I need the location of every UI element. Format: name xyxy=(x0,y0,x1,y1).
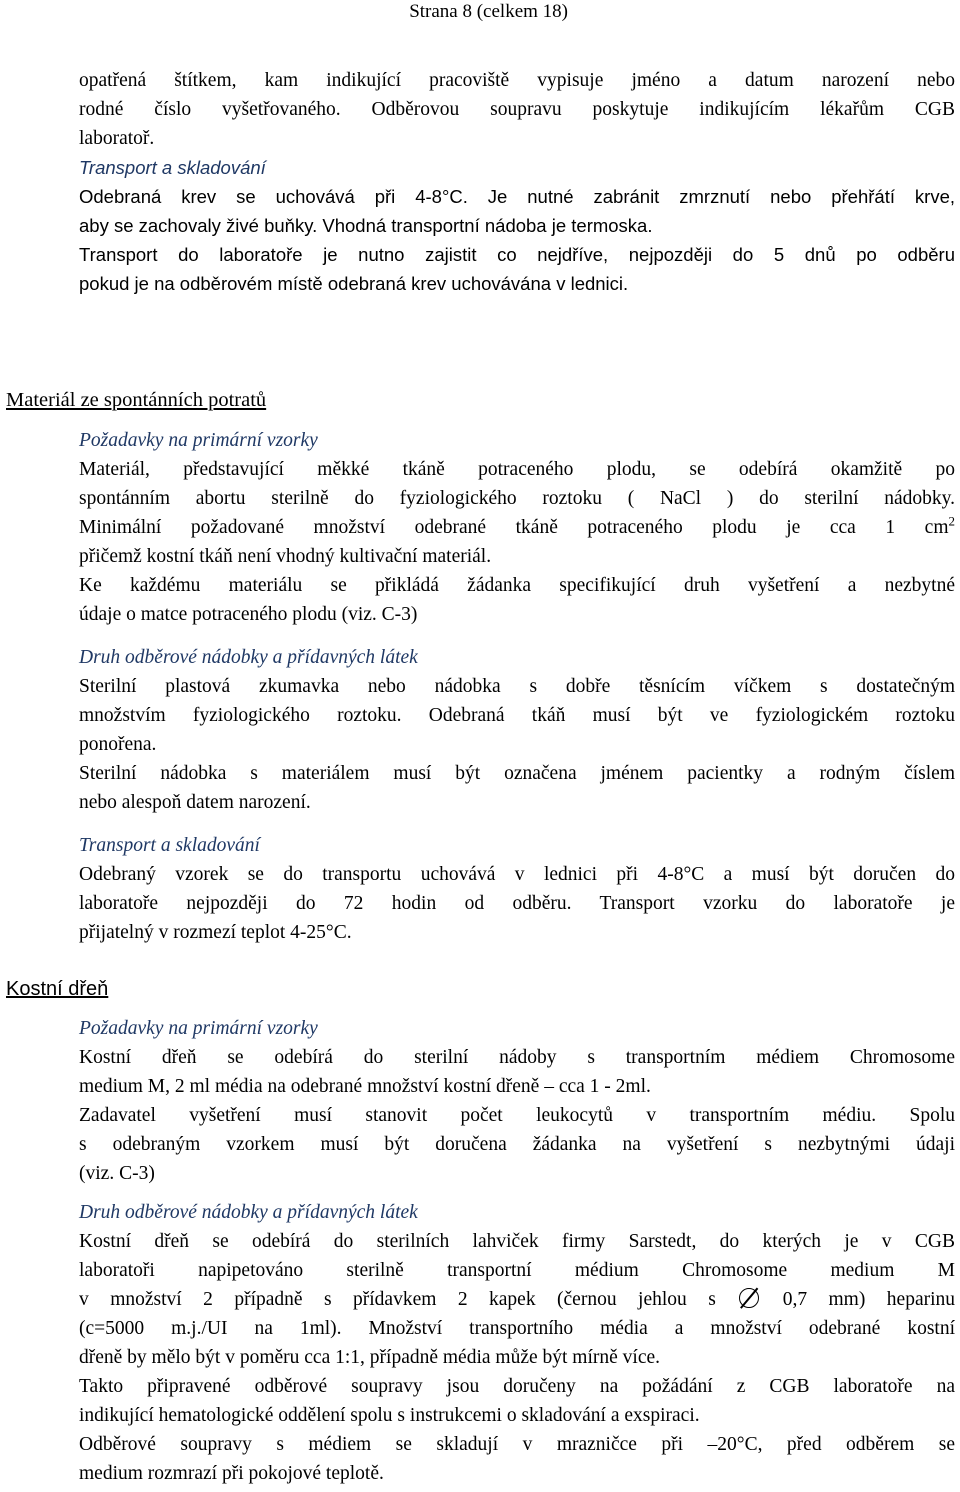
diameter-icon xyxy=(739,1288,759,1308)
section-title-bone-marrow: Kostní dřeň xyxy=(6,978,109,1000)
paragraph-line: údaje o matce potraceného plodu (viz. C-3) xyxy=(79,604,418,625)
subheading-transport: Transport a skladování xyxy=(79,157,266,178)
paragraph-line: ponořena. xyxy=(79,734,157,755)
subheading-requirements: Požadavky na primární vzorky xyxy=(79,1018,318,1039)
section-bone-marrow xyxy=(79,1014,955,1488)
subheading-container: Druh odběrové nádobky a přídavných látek xyxy=(79,647,418,668)
min-amount-text: Minimální požadované množství odebrané tkáně potraceného plodu je cca 1 cm xyxy=(79,517,949,538)
section-spontaneous-abortion xyxy=(79,426,955,947)
paragraph-line: Odebraná krev se uchovává při 4-8°C. Je nutné zabránit zmrznutí nebo přehřátí krve, xyxy=(79,186,955,207)
paragraph-line xyxy=(79,1285,955,1314)
paragraph-line: Takto připravené odběrové soupravy jsou doručeny na požádání z CGB laboratoře na xyxy=(79,1376,955,1397)
top-section xyxy=(79,66,955,298)
paragraph-line: přijatelný v rozmezí teplot 4-25°C. xyxy=(79,922,352,943)
text-segment: 0,7 mm) heparinu xyxy=(782,1289,956,1310)
paragraph-line: nebo alespoň datem narození. xyxy=(79,792,311,813)
paragraph-line: Odběrové soupravy s médiem se skladují v mrazničce při –20°C, před odběrem se xyxy=(79,1434,955,1455)
paragraph-line: Sterilní nádobka s materiálem musí být označena jménem pacientky a rodným číslem xyxy=(79,763,955,784)
paragraph-line: množstvím fyziologického roztoku. Odebraná tkáň musí být ve fyziologickém roztoku xyxy=(79,705,955,726)
paragraph-line: rodné číslo vyšetřovaného. Odběrovou soupravu poskytuje indikujícím lékařům CGB xyxy=(79,99,955,120)
paragraph-line: opatřená štítkem, kam indikující pracoviště vypisuje jméno a datum narození nebo xyxy=(79,70,955,91)
paragraph-line: laboratoři napipetováno sterilně transportní médium Chromosome medium M xyxy=(79,1260,955,1281)
paragraph-line: Kostní dřeň se odebírá do sterilních lahviček firmy Sarstedt, do kterých je v CGB xyxy=(79,1231,955,1252)
paragraph-line: aby se zachovaly živé buňky. Vhodná transportní nádoba je termoska. xyxy=(79,215,653,236)
paragraph-line: Odebraný vzorek se do transportu uchovává v lednici při 4-8°C a musí být doručen do xyxy=(79,864,955,885)
paragraph-line: pokud je na odběrovém místě odebraná krev uchovávána v lednici. xyxy=(79,273,629,294)
paragraph-line: Ke každému materiálu se přikládá žádanka specifikující druh vyšetření a nezbytné xyxy=(79,575,955,596)
paragraph-line: medium rozmrazí při pokojové teplotě. xyxy=(79,1463,384,1484)
paragraph-line: (c=5000 m.j./UI na 1ml). Množství transportního média a množství odebrané kostní xyxy=(79,1318,955,1339)
paragraph-line: (viz. C-3) xyxy=(79,1163,155,1184)
superscript: 2 xyxy=(948,513,955,529)
paragraph-line: dřeně by mělo být v poměru cca 1:1, případně média může být mírně více. xyxy=(79,1347,661,1368)
paragraph-line: s odebraným vzorkem musí být doručena žádanka na vyšetření s nezbytnými údaji xyxy=(79,1134,955,1155)
paragraph-line: přičemž kostní tkáň není vhodný kultivační materiál. xyxy=(79,546,492,567)
section-title-spontaneous-abortion: Materiál ze spontánních potratů xyxy=(6,389,267,411)
paragraph-line: indikující hematologické oddělení spolu s instrukcemi o skladování a exspiraci. xyxy=(79,1405,700,1426)
paragraph-line: Transport do laboratoře je nutno zajistit co nejdříve, nejpozději do 5 dnů po odběru xyxy=(79,244,955,265)
paragraph-line: laboratoře nejpozději do 72 hodin od odběru. Transport vzorku do laboratoře je xyxy=(79,893,955,914)
paragraph-line: Materiál, představující měkké tkáně potraceného plodu, se odebírá okamžitě po xyxy=(79,459,955,480)
paragraph-line: medium M, 2 ml média na odebrané množství kostní dřeně – cca 1 - 2ml. xyxy=(79,1076,651,1097)
paragraph-line: laboratoř. xyxy=(79,128,155,149)
paragraph-line xyxy=(79,513,955,542)
page-number: Strana 8 (celkem 18) xyxy=(409,1,568,22)
text-segment: v množství 2 případně s přídavkem 2 kapek (černou jehlou s xyxy=(79,1289,716,1310)
subheading-container: Druh odběrové nádobky a přídavných látek xyxy=(79,1202,418,1223)
paragraph-line: spontánním abortu sterilně do fyziologického roztoku ( NaCl ) do sterilní nádobky. xyxy=(79,488,955,509)
paragraph-line: Sterilní plastová zkumavka nebo nádobka s dobře těsnícím víčkem s dostatečným xyxy=(79,676,955,697)
subheading-transport: Transport a skladování xyxy=(79,835,260,856)
subheading-requirements: Požadavky na primární vzorky xyxy=(79,430,318,451)
paragraph-line: Zadavatel vyšetření musí stanovit počet leukocytů v transportním médiu. Spolu xyxy=(79,1105,955,1126)
paragraph-line: Kostní dřeň se odebírá do sterilní nádoby s transportním médiem Chromosome xyxy=(79,1047,955,1068)
